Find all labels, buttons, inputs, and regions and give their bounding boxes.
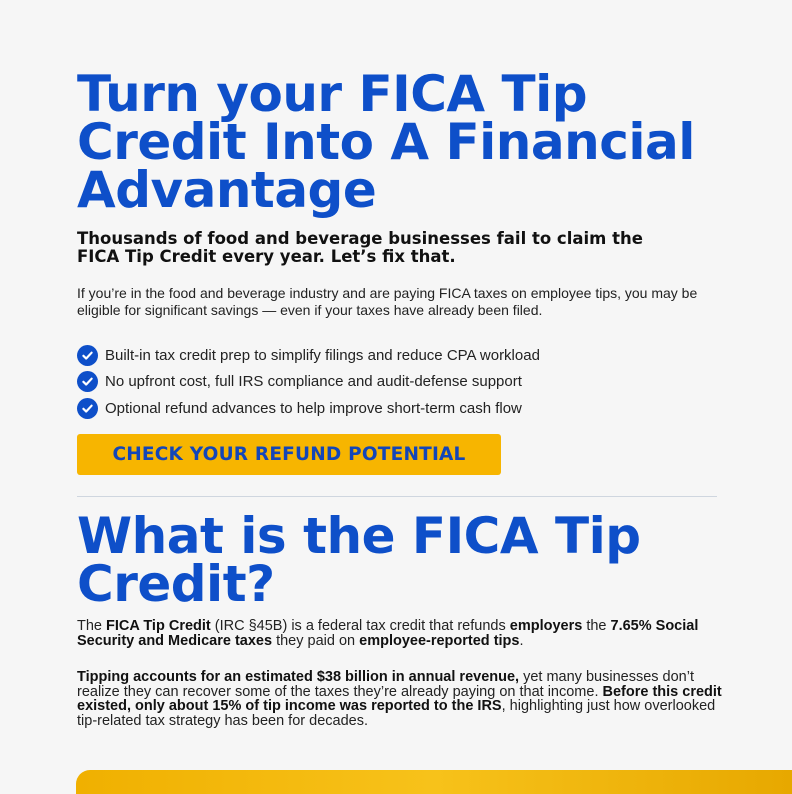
text-run: The bbox=[77, 618, 107, 634]
check-refund-potential-button[interactable]: CHECK YOUR REFUND POTENTIAL bbox=[77, 434, 501, 475]
benefit-item bbox=[77, 369, 717, 396]
text-run: (IRC §45B) is a federal tax credit that refunds bbox=[210, 618, 510, 634]
section-title: What is the FICA Tip Credit? bbox=[77, 507, 641, 613]
benefit-text: Optional refund advances to help improve short-term cash flow bbox=[105, 399, 522, 417]
definition-paragraph bbox=[77, 619, 722, 648]
bold-run: Tipping accounts for an estimated $38 billion in annual revenue, bbox=[77, 669, 520, 685]
text-run: they paid on bbox=[272, 632, 360, 649]
hero-title: Turn your FICA Tip Credit Into A Financial Advantage bbox=[77, 65, 695, 219]
check-circle-icon bbox=[77, 345, 98, 366]
text-run: yet many businesses don’t realize they can recover some of the taxes they’re already paying on that income. bbox=[77, 669, 694, 700]
check-circle-icon bbox=[77, 371, 98, 392]
bold-run: Before this credit existed, only about 15% of tip income was reported to the IRS bbox=[77, 683, 722, 714]
text-run: the bbox=[582, 618, 611, 634]
benefit-list bbox=[77, 342, 717, 422]
bold-run: 7.65% Social Security and Medicare taxes bbox=[77, 618, 699, 649]
hero-subtitle: Thousands of food and beverage businesses fail to claim the FICA Tip Credit every year. Let’s fix that. bbox=[77, 229, 643, 266]
benefit-item bbox=[77, 342, 717, 369]
tipping-paragraph bbox=[77, 670, 722, 728]
text-run: , highlighting just how overlooked tip-related tax strategy has been for decades. bbox=[77, 698, 716, 729]
text-run: . bbox=[519, 632, 524, 649]
benefit-text: Built-in tax credit prep to simplify filings and reduce CPA workload bbox=[105, 346, 540, 364]
bold-run: FICA Tip Credit bbox=[106, 618, 211, 634]
yellow-banner bbox=[76, 770, 792, 794]
hero-intro: If you’re in the food and beverage industry and are paying FICA taxes on employee tips, you may be eligible for significant savings — even if your taxes have already been filed. bbox=[77, 285, 698, 318]
check-circle-icon bbox=[77, 398, 98, 419]
bold-run: employers bbox=[509, 618, 583, 634]
benefit-text: No upfront cost, full IRS compliance and audit-defense support bbox=[105, 373, 522, 391]
bold-run: employee-reported tips bbox=[359, 632, 520, 649]
benefit-item bbox=[77, 395, 717, 422]
section-divider bbox=[77, 496, 717, 497]
